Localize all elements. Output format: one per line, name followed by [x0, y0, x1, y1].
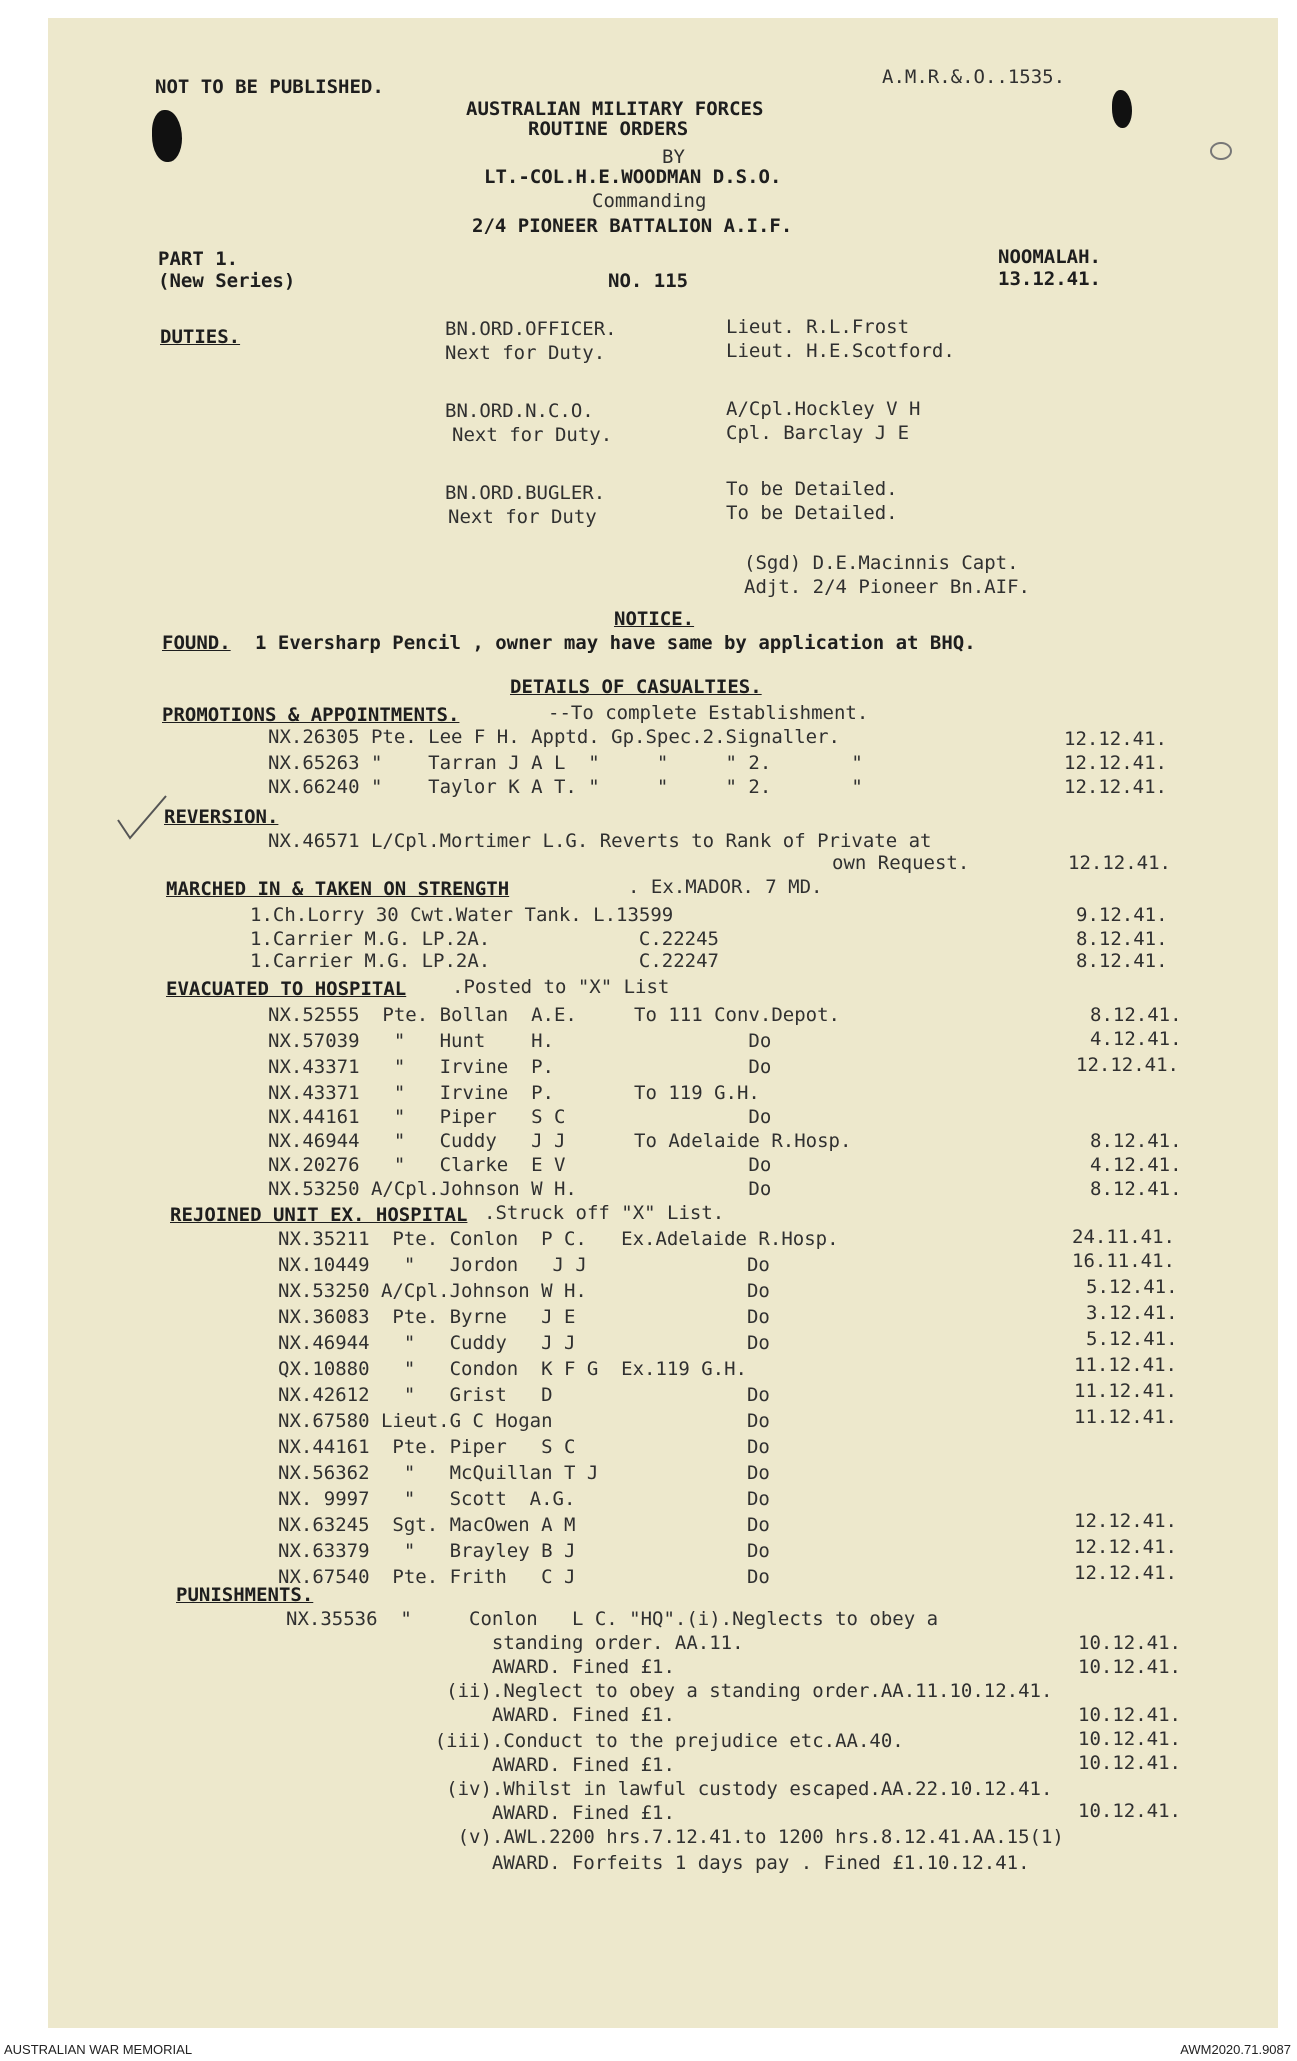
evacuated-line: NX.46944 " Cuddy J J To Adelaide R.Hosp. — [268, 1130, 852, 1152]
duty-name: Cpl. Barclay J E — [726, 422, 910, 444]
rejoined-line: NX.56362 " McQuillan T J Do — [278, 1462, 770, 1484]
rejoined-date: 12.12.41. — [1074, 1562, 1177, 1584]
promotion-line: NX.66240 " Taylor K A T. " " " 2. " — [268, 776, 863, 798]
marched-in-date: 8.12.41. — [1076, 928, 1168, 950]
punishment-line: (v).AWL.2200 hrs.7.12.41.to 1200 hrs.8.12.41.AA.15(1) — [286, 1826, 1064, 1848]
rejoined-line: QX.10880 " Condon K F G Ex.119 G.H. — [278, 1358, 747, 1380]
rejoined-date: 5.12.41. — [1086, 1328, 1178, 1350]
punishment-line: AWARD. Fined £1. — [286, 1656, 675, 1678]
duty-role: BN.ORD.OFFICER. — [445, 318, 617, 340]
reversion-line: NX.46571 L/Cpl.Mortimer L.G. Reverts to Rank of Private at — [268, 830, 932, 852]
reversion-heading: REVERSION. — [164, 806, 279, 828]
rejoined-note: .Struck off "X" List. — [484, 1202, 725, 1224]
promotion-date: 12.12.41. — [1064, 752, 1167, 774]
punishment-line: AWARD. Fined £1. — [286, 1754, 675, 1776]
rejoined-line: NX.53250 A/Cpl.Johnson W H. Do — [278, 1280, 770, 1302]
rejoined-line: NX.67580 Lieut.G C Hogan Do — [278, 1410, 770, 1432]
rejoined-line: NX.36083 Pte. Byrne J E Do — [278, 1306, 770, 1328]
rejoined-date: 12.12.41. — [1074, 1510, 1177, 1532]
evacuated-line: NX.44161 " Piper S C Do — [268, 1106, 772, 1128]
rejoined-date: 24.11.41. — [1072, 1226, 1175, 1248]
evacuated-line: NX.43371 " Irvine P. Do — [268, 1056, 772, 1078]
battalion-name: 2/4 PIONEER BATTALION A.I.F. — [472, 215, 793, 237]
duties-heading: DUTIES. — [160, 326, 241, 348]
evacuated-date: 8.12.41. — [1090, 1178, 1182, 1200]
promotion-line: NX.65263 " Tarran J A L " " " 2. " — [268, 752, 863, 774]
rejoined-line: NX.63379 " Brayley B J Do — [278, 1540, 770, 1562]
casualties-heading: DETAILS OF CASUALTIES. — [510, 676, 762, 698]
notice-heading: NOTICE. — [614, 608, 695, 630]
punishment-date: 10.12.41. — [1078, 1728, 1181, 1750]
routine-title: ROUTINE ORDERS — [528, 118, 689, 140]
promotions-heading: PROMOTIONS & APPOINTMENTS. — [162, 704, 460, 726]
punishment-line: NX.35536 " Conlon L C. "HQ".(i).Neglects to obey a — [286, 1608, 939, 1630]
series-label: (New Series) — [158, 270, 296, 292]
duty-role: BN.ORD.N.C.O. — [445, 400, 594, 422]
archive-label: AUSTRALIAN WAR MEMORIAL — [4, 2042, 193, 2057]
rejoined-date: 5.12.41. — [1086, 1276, 1178, 1298]
marched-in-line: 1.Carrier M.G. LP.2A. C.22245 — [250, 928, 719, 950]
rejoined-date: 3.12.41. — [1086, 1302, 1178, 1324]
duty-role: Next for Duty. — [445, 342, 606, 364]
punishment-date: 10.12.41. — [1078, 1704, 1181, 1726]
punishment-date: 10.12.41. — [1078, 1752, 1181, 1774]
by-label: BY — [662, 146, 685, 168]
duty-name: Lieut. R.L.Frost — [726, 316, 910, 338]
duty-role: BN.ORD.BUGLER. — [445, 482, 606, 504]
rejoined-date: 11.12.41. — [1074, 1354, 1177, 1376]
tick-mark — [112, 790, 172, 850]
evacuated-line: NX.43371 " Irvine P. To 119 G.H. — [268, 1082, 760, 1104]
punishment-date: 10.12.41. — [1078, 1800, 1181, 1822]
punishment-line: (ii).Neglect to obey a standing order.AA.11.10.12.41. — [286, 1680, 1053, 1702]
rejoined-line: NX.42612 " Grist D Do — [278, 1384, 770, 1406]
place-label: NOOMALAH. — [998, 246, 1101, 268]
evacuated-line: NX.52555 Pte. Bollan A.E. To 111 Conv.Depot. — [268, 1004, 840, 1026]
not-published-label: NOT TO BE PUBLISHED. — [155, 76, 384, 98]
evacuated-date: 12.12.41. — [1076, 1054, 1179, 1076]
evacuated-line: NX.53250 A/Cpl.Johnson W H. Do — [268, 1178, 772, 1200]
punishment-line: AWARD. Forfeits 1 days pay . Fined £1.10.12.41. — [286, 1852, 1030, 1874]
punch-mark — [1210, 142, 1232, 160]
rejoined-date: 11.12.41. — [1074, 1406, 1177, 1428]
found-text: 1 Eversharp Pencil , owner may have same by application at BHQ. — [255, 632, 976, 654]
adjutant-title: Adjt. 2/4 Pioneer Bn.AIF. — [744, 576, 1030, 598]
punishment-line: (iv).Whilst in lawful custody escaped.AA.22.10.12.41. — [286, 1778, 1053, 1800]
punishment-line: AWARD. Fined £1. — [286, 1704, 675, 1726]
marched-in-date: 9.12.41. — [1076, 904, 1168, 926]
rejoined-date: 12.12.41. — [1074, 1536, 1177, 1558]
rejoined-line: NX.10449 " Jordon J J Do — [278, 1254, 770, 1276]
evacuated-line: NX.20276 " Clarke E V Do — [268, 1154, 772, 1176]
promotions-note: --To complete Establishment. — [548, 702, 869, 724]
duty-name: A/Cpl.Hockley V H — [726, 398, 921, 420]
duty-role: Next for Duty — [448, 506, 597, 528]
commander-name: LT.-COL.H.E.WOODMAN D.S.O. — [484, 166, 782, 188]
rejoined-line: NX.46944 " Cuddy J J Do — [278, 1332, 770, 1354]
rejoined-date: 11.12.41. — [1074, 1380, 1177, 1402]
order-date: 13.12.41. — [998, 268, 1101, 290]
order-number: NO. 115 — [608, 270, 689, 292]
rejoined-line: NX.35211 Pte. Conlon P C. Ex.Adelaide R.Hosp. — [278, 1228, 839, 1250]
part-label: PART 1. — [158, 248, 239, 270]
evacuated-heading: EVACUATED TO HOSPITAL — [166, 978, 407, 1000]
marched-in-note: . Ex.MADOR. 7 MD. — [628, 876, 823, 898]
rejoined-heading: REJOINED UNIT EX. HOSPITAL — [170, 1204, 468, 1226]
punishment-date: 10.12.41. — [1078, 1656, 1181, 1678]
punishment-line: (iii).Conduct to the prejudice etc.AA.40. — [286, 1730, 904, 1752]
reversion-date: 12.12.41. — [1068, 852, 1171, 874]
evacuated-date: 4.12.41. — [1090, 1154, 1182, 1176]
evacuated-note: .Posted to "X" List — [452, 976, 670, 998]
marched-in-date: 8.12.41. — [1076, 950, 1168, 972]
punishments-heading: PUNISHMENTS. — [176, 1584, 314, 1606]
force-title: AUSTRALIAN MILITARY FORCES — [466, 98, 764, 120]
rejoined-line: NX.44161 Pte. Piper S C Do — [278, 1436, 770, 1458]
rejoined-date: 16.11.41. — [1072, 1250, 1175, 1272]
marched-in-line: 1.Carrier M.G. LP.2A. C.22247 — [250, 950, 719, 972]
rejoined-line: NX. 9997 " Scott A.G. Do — [278, 1488, 770, 1510]
duty-name: Lieut. H.E.Scotford. — [726, 340, 955, 362]
promotion-date: 12.12.41. — [1064, 728, 1167, 750]
rejoined-line: NX.63245 Sgt. MacOwen A M Do — [278, 1514, 770, 1536]
punishment-date: 10.12.41. — [1078, 1632, 1181, 1654]
promotion-date: 12.12.41. — [1064, 776, 1167, 798]
punishment-line: standing order. AA.11. — [286, 1632, 744, 1654]
duty-name: To be Detailed. — [726, 478, 898, 500]
promotion-line: NX.26305 Pte. Lee F H. Apptd. Gp.Spec.2.Signaller. — [268, 726, 840, 748]
found-label: FOUND. — [162, 632, 231, 654]
evacuated-date: 8.12.41. — [1090, 1130, 1182, 1152]
rejoined-line: NX.67540 Pte. Frith C J Do — [278, 1566, 770, 1588]
marched-in-heading: MARCHED IN & TAKEN ON STRENGTH — [166, 878, 510, 900]
duty-name: To be Detailed. — [726, 502, 898, 524]
order-reference: A.M.R.&.O..1535. — [882, 66, 1066, 88]
evacuated-line: NX.57039 " Hunt H. Do — [268, 1030, 772, 1052]
evacuated-date: 8.12.41. — [1090, 1004, 1182, 1026]
reversion-line: own Request. — [832, 852, 970, 874]
adjutant-signature: (Sgd) D.E.Macinnis Capt. — [744, 552, 1019, 574]
marched-in-line: 1.Ch.Lorry 30 Cwt.Water Tank. L.13599 — [250, 904, 674, 926]
archive-id: AWM2020.71.9087 — [1180, 2042, 1291, 2057]
evacuated-date: 4.12.41. — [1090, 1028, 1182, 1050]
duty-role: Next for Duty. — [452, 424, 613, 446]
punishment-line: AWARD. Fined £1. — [286, 1802, 675, 1824]
commanding-label: Commanding — [592, 190, 707, 212]
ink-blot — [1112, 90, 1132, 128]
